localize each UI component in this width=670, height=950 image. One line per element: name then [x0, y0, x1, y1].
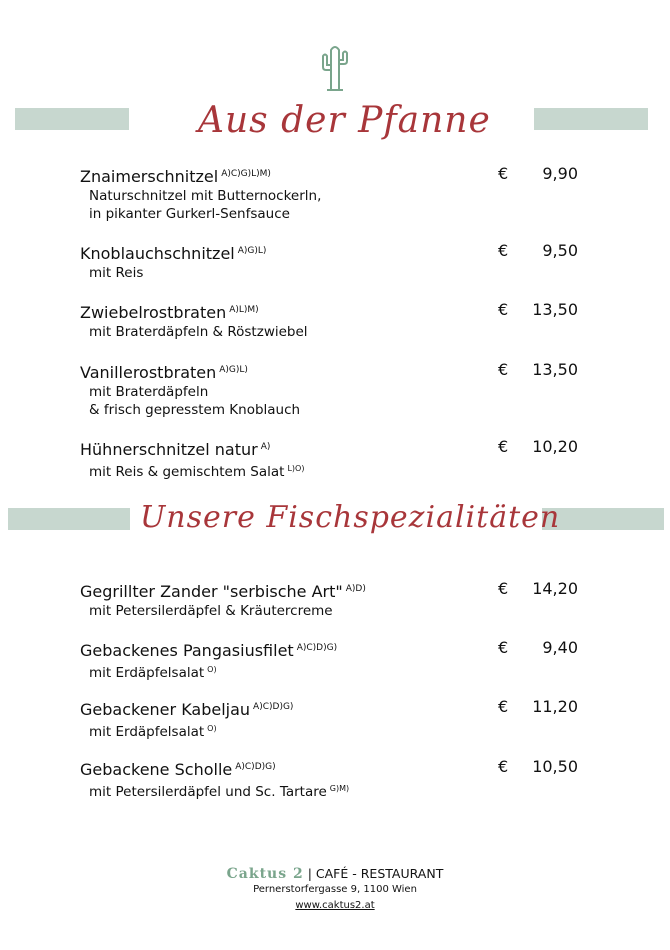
section-band-right	[534, 108, 648, 130]
item-description: mit Petersilerdäpfel & Kräutercreme	[89, 603, 333, 619]
item-name: Gebackenes Pangasiusfilet $^{A)C)D)G)}$	[80, 641, 338, 660]
item-description: & frisch gepresstem Knoblauch	[89, 402, 301, 418]
price-amount: 10,50	[532, 757, 578, 776]
currency: €	[498, 757, 509, 776]
menu-item	[80, 241, 590, 282]
item-name: Hühnerschnitzel natur $^{A)}$	[80, 440, 271, 459]
allergen-codes: A)C)D)G)	[235, 762, 276, 772]
footer-address: Pernerstorfergasse 9, 1100 Wien	[253, 884, 417, 895]
allergen-codes: L)O)	[287, 464, 305, 473]
price-amount: 10,20	[532, 437, 578, 456]
item-name: Knoblauchschnitzel $^{A)G)L)}$	[80, 244, 267, 263]
allergen-codes: O)	[207, 724, 217, 733]
item-name: Znaimerschnitzel $^{A)C)G)L)M)}$	[80, 167, 271, 186]
allergen-codes: O)	[207, 665, 217, 674]
price-amount: 13,50	[532, 300, 578, 319]
currency: €	[498, 638, 509, 657]
menu-item	[80, 757, 590, 801]
cactus-icon	[318, 40, 352, 92]
tagline: CAFÉ - RESTAURANT	[315, 866, 444, 881]
allergen-codes: A)G)L)	[237, 246, 267, 256]
item-description: mit Erdäpfelsalat $^{O)}$	[89, 724, 217, 740]
allergen-codes: A)G)L)	[219, 365, 248, 375]
item-name: Gebackener Kabeljau $^{A)C)D)G)}$	[80, 700, 294, 719]
item-description: mit Braterdäpfeln	[89, 384, 209, 400]
separator: |	[307, 866, 312, 881]
item-description: mit Reis & gemischtem Salat $^{L)O)}$	[89, 464, 305, 480]
price-amount: 11,20	[532, 697, 578, 716]
currency: €	[498, 697, 509, 716]
menu-item	[80, 437, 590, 481]
item-name: Zwiebelrostbraten $^{A)L)M)}$	[80, 303, 259, 322]
allergen-codes: G)M)	[329, 784, 350, 793]
currency: €	[498, 360, 509, 379]
section-band-left	[15, 108, 129, 130]
currency: €	[498, 579, 509, 598]
menu-item	[80, 360, 590, 419]
item-description: mit Reis	[89, 265, 144, 281]
currency: €	[498, 300, 509, 319]
item-description: Naturschnitzel mit Butternockerln,	[89, 188, 322, 204]
footer-brand	[0, 866, 670, 882]
menu-item	[80, 579, 590, 620]
item-name: Gegrillter Zander "serbische Art" $^{A)D)}$	[80, 582, 366, 601]
website-link[interactable]: www.caktus2.at	[295, 900, 375, 911]
price-amount: 13,50	[532, 360, 578, 379]
item-description: mit Erdäpfelsalat $^{O)}$	[89, 665, 217, 681]
allergen-codes: A)C)D)G)	[253, 702, 294, 712]
brand-logo: Caktus 2	[226, 866, 304, 882]
item-description: mit Petersilerdäpfel und Sc. Tartare $^{G)M)}$	[89, 784, 350, 800]
allergen-codes: A)L)M)	[229, 305, 259, 315]
section-band-left	[8, 508, 130, 530]
allergen-codes: A)C)G)L)M)	[221, 169, 271, 179]
allergen-codes: A)C)D)G)	[296, 643, 338, 653]
item-name: Vanillerostbraten $^{A)G)L)}$	[80, 363, 248, 382]
allergen-codes: A)D)	[345, 584, 366, 594]
price-amount: 9,90	[542, 164, 578, 183]
section-title: Aus der Pfanne	[198, 100, 491, 141]
price-amount: 9,50	[542, 241, 578, 260]
section-title: Unsere Fischspezialitäten	[140, 500, 561, 535]
price-amount: 14,20	[532, 579, 578, 598]
item-description: mit Braterdäpfeln & Röstzwiebel	[89, 324, 308, 340]
price-amount: 9,40	[542, 638, 578, 657]
menu-item	[80, 300, 590, 341]
currency: €	[498, 164, 509, 183]
item-description: in pikanter Gurkerl-Senfsauce	[89, 206, 290, 222]
currency: €	[498, 241, 509, 260]
menu-item	[80, 164, 590, 223]
allergen-codes: A)	[260, 442, 271, 452]
item-name: Gebackene Scholle $^{A)C)D)G)}$	[80, 760, 276, 779]
currency: €	[498, 437, 509, 456]
menu-item	[80, 638, 590, 682]
section-band-right	[542, 508, 664, 530]
menu-item	[80, 697, 590, 741]
